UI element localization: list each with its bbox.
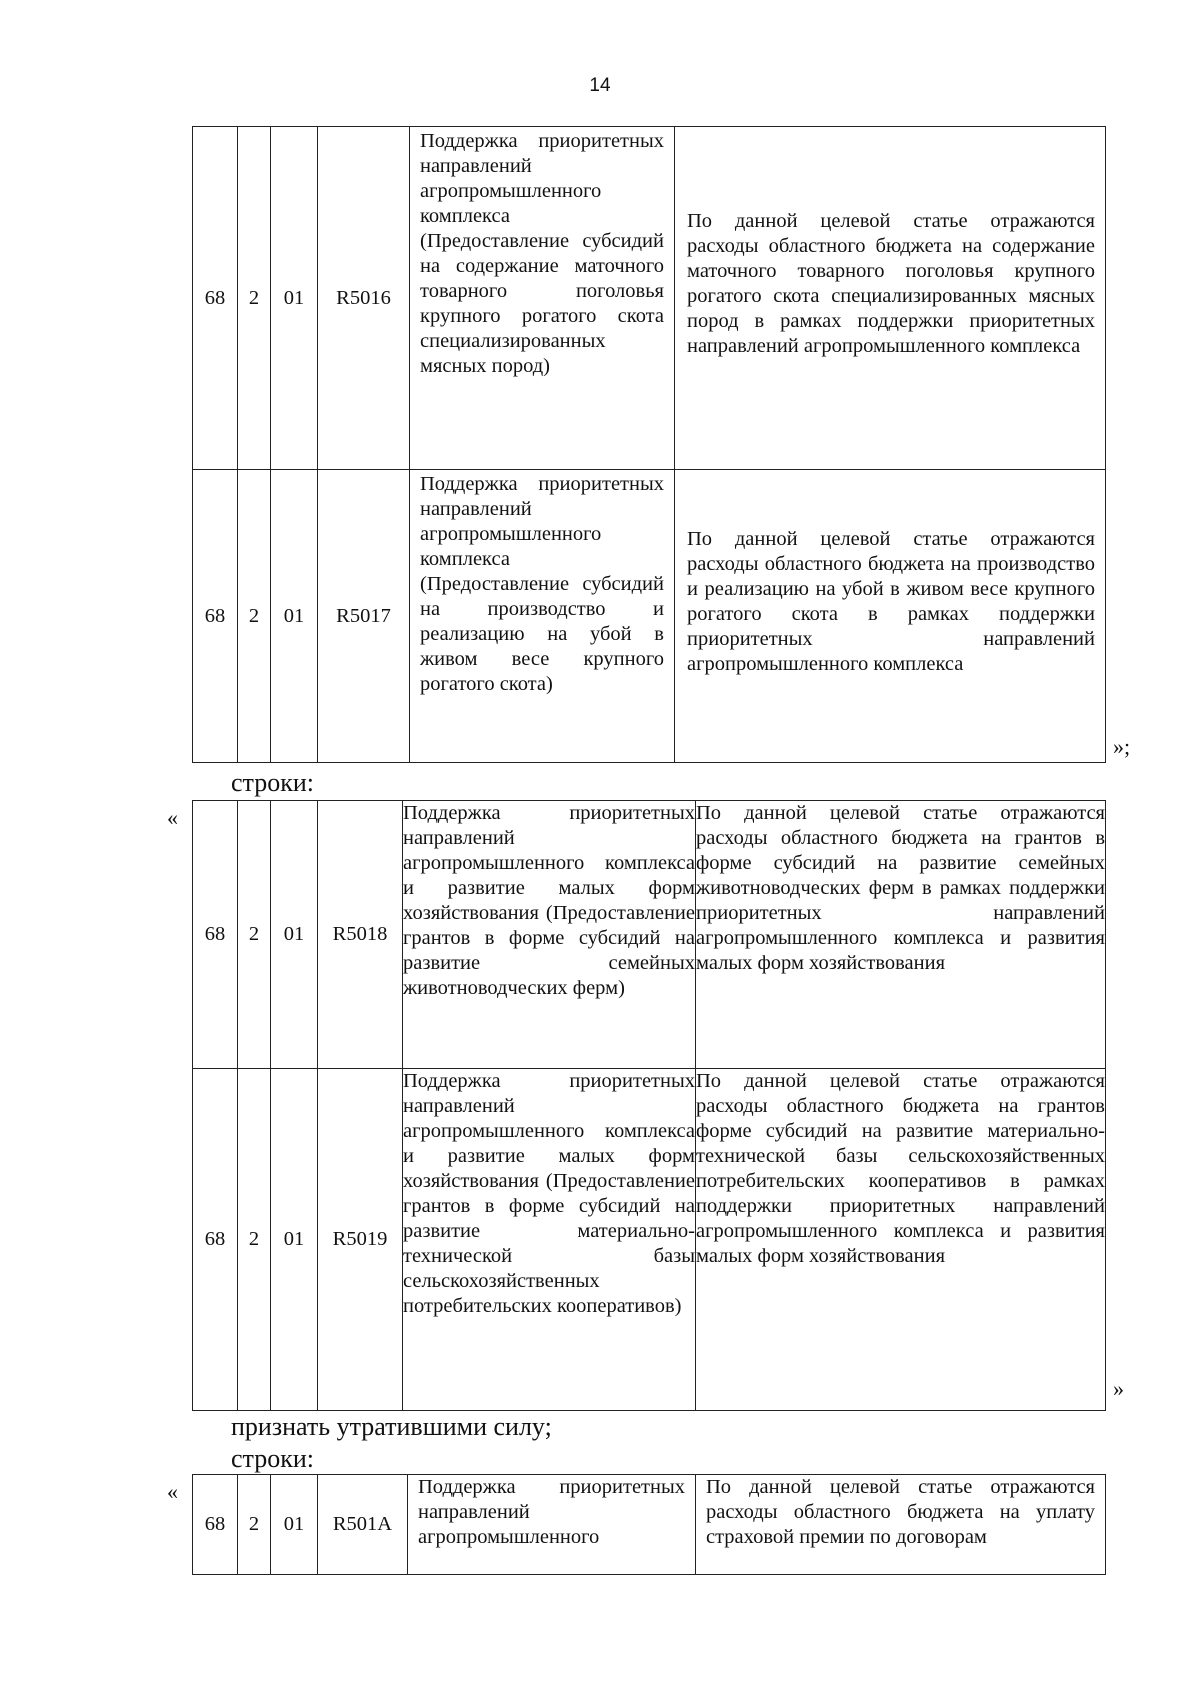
target-code: R5019 (318, 1069, 403, 1411)
subprogram-code: 2 (238, 470, 271, 763)
budget-table-3 (192, 1474, 1106, 1575)
event-code: 01 (271, 1475, 318, 1575)
table-row (193, 1475, 1106, 1575)
program-code: 68 (193, 1069, 238, 1411)
target-code: R5017 (318, 470, 410, 763)
table-row (193, 470, 1106, 763)
item-name: Поддержка приоритетных направлений агропромышленного комплекса и развитие малых форм хозяйствования (Предоставление грантов в форме субсидий на развитие материально-технической базы сельскохозяйственных потребительских кооперативов) (403, 1069, 696, 1411)
item-description: По данной целевой статье отражаются расходы областного бюджета на грантов в форме субсидий на развитие семейных животноводческих ферм в рамках поддержки приоритетных направлений агропромышленного комплекса и развития малых форм хозяйствования (696, 801, 1106, 1069)
item-name: Поддержка приоритетных направлений агропромышленного комплекса (Предоставление субсидий на производство и реализацию на убой в живом весе крупного рогатого скота) (410, 470, 675, 763)
subprogram-code: 2 (238, 1475, 271, 1575)
subprogram-code: 2 (238, 801, 271, 1069)
target-code: R5016 (318, 127, 410, 470)
event-code: 01 (271, 127, 318, 470)
page-number: 14 (589, 75, 611, 96)
budget-table-2 (192, 800, 1106, 1411)
event-code: 01 (271, 1069, 318, 1411)
table-row (193, 1069, 1106, 1411)
program-code: 68 (193, 470, 238, 763)
subprogram-code: 2 (238, 127, 271, 470)
table-row (193, 801, 1106, 1069)
event-code: 01 (271, 801, 318, 1069)
item-name: Поддержка приоритетных направлений агропромышленного комплекса и развитие малых форм хозяйствования (Предоставление грантов в форме субсидий на развитие семейных животноводческих ферм) (403, 801, 696, 1069)
event-code: 01 (271, 470, 318, 763)
budget-table-1 (192, 126, 1106, 763)
item-name: Поддержка приоритетных направлений агропромышленного (408, 1475, 696, 1575)
subprogram-code: 2 (238, 1069, 271, 1411)
text-rows-label-1: строки: (231, 768, 314, 797)
open-quote-2: « (167, 1479, 178, 1504)
target-code: R501A (318, 1475, 408, 1575)
item-description: По данной целевой статье отражаются расходы областного бюджета на содержание маточного товарного поголовья крупного рогатого скота специализированных мясных пород в рамках поддержки приоритетных направлений агропромышленного комплекса (675, 127, 1106, 470)
close-quote-1: »; (1113, 734, 1131, 759)
program-code: 68 (193, 127, 238, 470)
program-code: 68 (193, 801, 238, 1069)
item-description: По данной целевой статье отражаются расходы областного бюджета на уплату страховой премии по договорам (696, 1475, 1106, 1575)
item-description: По данной целевой статье отражаются расходы областного бюджета на производство и реализацию на убой в живом весе крупного рогатого скота в рамках поддержки приоритетных направлений агропромышленного комплекса (675, 470, 1106, 763)
target-code: R5018 (318, 801, 403, 1069)
text-repeal: признать утратившими силу; (231, 1412, 552, 1441)
open-quote-1: « (167, 805, 178, 830)
item-name: Поддержка приоритетных направлений агропромышленного комплекса (Предоставление субсидий на содержание маточного товарного поголовья крупного рогатого скота специализированных мясных пород) (410, 127, 675, 470)
table-row (193, 127, 1106, 470)
item-description: По данной целевой статье отражаются расходы областного бюджета на грантов форме субсидий на развитие материально-технической базы сельскохозяйственных потребительских кооперативов в рамках поддержки приоритетных направлений агропромышленного комплекса и развития малых форм хозяйствования (696, 1069, 1106, 1411)
text-rows-label-2: строки: (231, 1444, 314, 1473)
close-quote-2: » (1113, 1376, 1124, 1401)
program-code: 68 (193, 1475, 238, 1575)
